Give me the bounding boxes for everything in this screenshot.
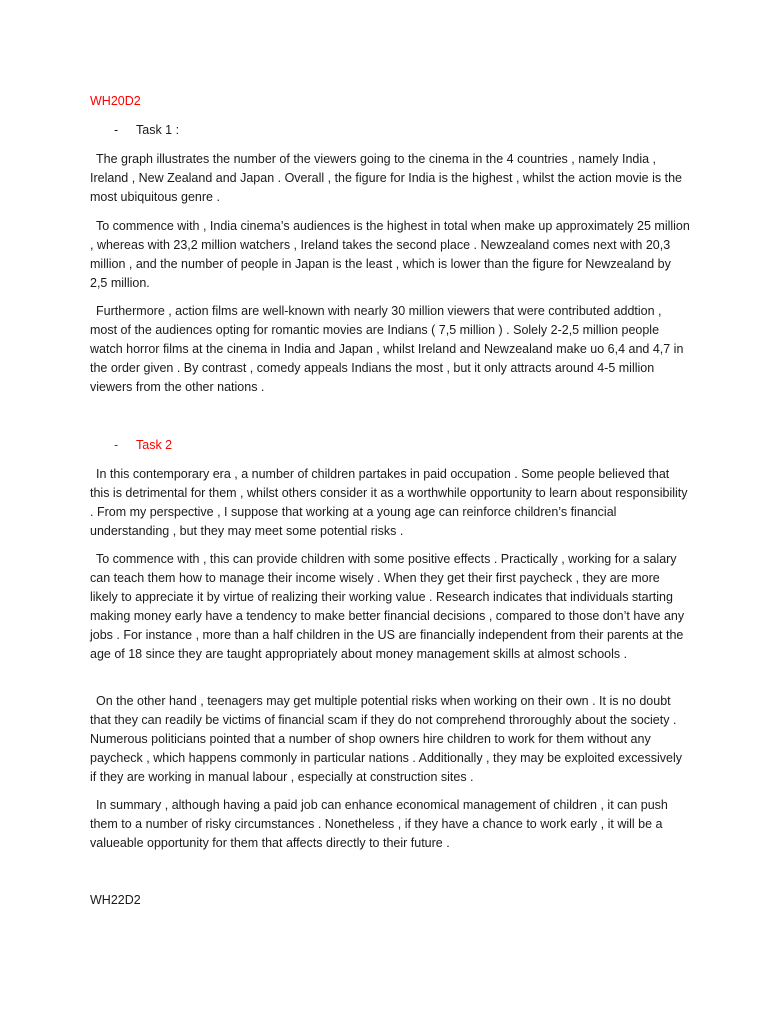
- task1-paragraph-2: To commence with , India cinema’s audiences is the highest in total when make up approximately 25 million , whereas with 23,2 million watchers , Ireland takes the second place . Newzealand comes next with 20,3 million , and the number of people in Japan is the least , which is lower than the figure for Newzealand by 2,5 million.: [90, 219, 690, 290]
- task2-paragraph-2: To commence with , this can provide children with some positive effects . Practically , working for a salary can teach them how to manage their income wisely . When they get their first paycheck , they are more likely to appreciate it by virtue of realizing their working value . Research indicates that individuals starting making money early have a tendency to make better financial decisions , compared to those don’t have any jobs . For instance , more than a half children in the US are financially independent from their parents at the age of 18 since they are taught appropriately about money management skills at almost schools .: [90, 552, 685, 661]
- task1-label: Task 1 :: [136, 123, 180, 137]
- task2-label: Task 2: [136, 438, 173, 452]
- task2-paragraph-3: On the other hand , teenagers may get multiple potential risks when working on their own . It is no doubt that they can readily be victims of financial scam if they do not comprehend throroughly about the society . Numerous politicians pointed that a number of shop owners hire children to work for them without any paycheck , which happens commonly in particular nations . Additionally , they may be exploited excessively if they are working in manual labour , especially at construction sites .: [90, 694, 682, 784]
- task2-bullet: -: [114, 438, 119, 452]
- task2-paragraph-4: In summary , although having a paid job can enhance economical management of children , it can push them to a number of risky circumstances . Nonetheless , if they have a chance to work early , it will be a valueable opportunity for them that affects directly to their future .: [90, 798, 668, 850]
- heading-wh22d2: WH22D2: [90, 893, 141, 907]
- task2-paragraph-1: In this contemporary era , a number of children partakes in paid occupation . Some people believed that this is detrimental for them , whilst others consider it as a worthwhile opportunity to learn about responsibility . From my perspective , I suppose that working at a young age can reinforce children’s financial understanding , but they may meet some potential risks .: [90, 467, 688, 538]
- heading-wh20d2: WH20D2: [90, 94, 141, 108]
- task1-bullet: -: [114, 123, 119, 137]
- task1-paragraph-3: Furthermore , action films are well-known with nearly 30 million viewers that were contributed addtion , most of the audiences opting for romantic movies are Indians ( 7,5 million ) . Solely 2-2,5 million people watch horror films at the cinema in India and Japan , whilst Ireland and Newzealand make uo 6,4 and 4,7 in the order given . By contrast , comedy appeals Indians the most , but it only attracts around 4-5 million viewers from the other nations .: [90, 304, 684, 394]
- task1-paragraph-1: The graph illustrates the number of the viewers going to the cinema in the 4 countries , namely India , Ireland , New Zealand and Japan . Overall , the figure for India is the highest , whilst the action movie is the most ubiquitous genre .: [90, 152, 682, 204]
